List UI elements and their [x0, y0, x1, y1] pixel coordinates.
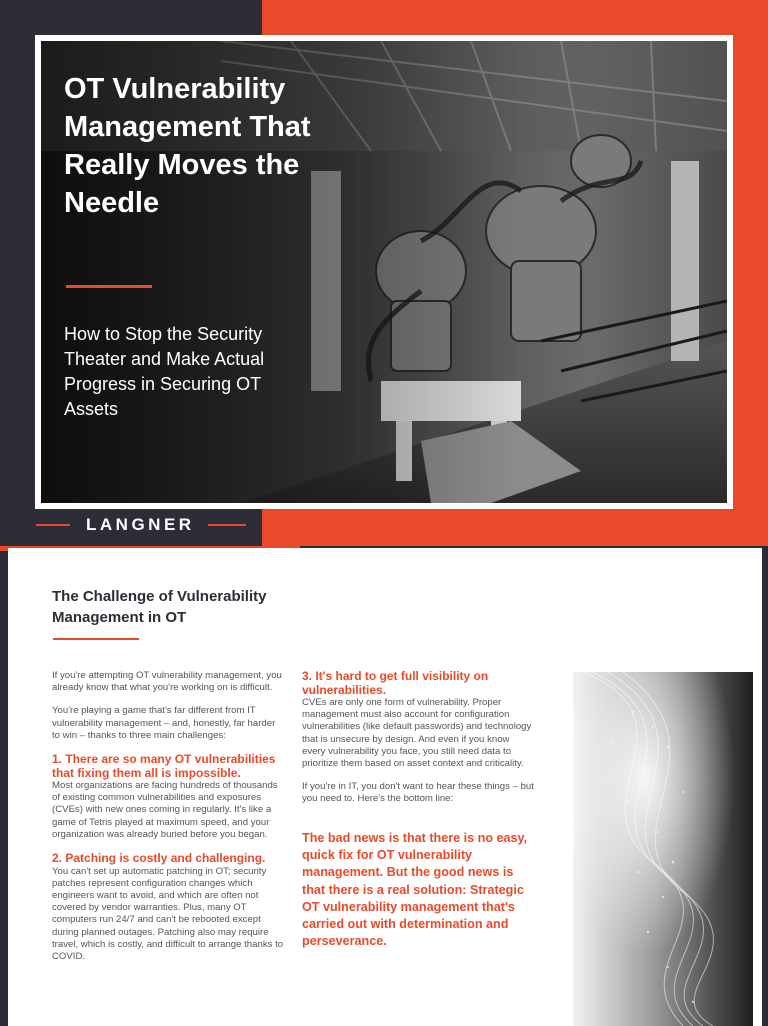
challenge-1-body: Most organizations are facing hundreds of thousands of existing common vulnerabilities and exposures (CVEs) with new ones coming in regularly. It's like a game of Tetris played at maximum speed, and your organization was already buried before you began.: [52, 780, 278, 840]
brand-line-right: [208, 524, 246, 526]
intro-paragraph-1: If you're attempting OT vulnerability management, you already know that what you're working on is difficult.: [52, 670, 282, 694]
digital-particle-wave-image: [573, 672, 753, 1026]
intro-paragraph-2: You're playing a game that's far different from IT vulnerability management – and, honestly, far harder to win – thanks to three main challenges:: [52, 705, 276, 741]
challenge-2-body: You can't set up automatic patching in OT; security patches represent configuration changes which engineers want to avoid, and which are often not covered by vendor warranties. Plus, many OT computers run 24/7 and can't be rebooted except during planned outages. Patching also may require travel, which is costly, and difficult to arrange thanks to COVID.: [52, 865, 284, 962]
column-left: [52, 670, 284, 974]
challenge-1-heading: 1. There are so many OT vulnerabilities that fixing them all is impossible.: [52, 752, 276, 780]
content-sheet: [8, 548, 762, 1026]
inner-page: [0, 546, 768, 1024]
title-divider: [66, 285, 152, 288]
brand-name: LANGNER: [86, 515, 195, 534]
column-right: [302, 670, 534, 951]
closing-paragraph: If you're in IT, you don't want to hear these things – but you need to. Here's the bottom line:: [302, 781, 534, 805]
brand-logo: [0, 512, 262, 542]
challenge-2-heading: 2. Patching is costly and challenging.: [52, 851, 266, 866]
cover-subtitle: How to Stop the Security Theater and Make Actual Progress in Securing OT Assets: [64, 324, 265, 419]
challenge-3-heading: 3. It's hard to get full visibility on vulnerabilities.: [302, 669, 489, 697]
callout-text: The bad news is that there is no easy, quick fix for OT vulnerability management. But the good news is that there is a real solution: Strategic OT vulnerability management that's carried out with determination and perseverance.: [302, 830, 528, 949]
brand-line-left: [36, 524, 70, 526]
cover-title: OT Vulnerability Management That Really Moves the Needle: [64, 73, 311, 219]
section-heading: The Challenge of Vulnerability Management in OT: [52, 588, 267, 626]
challenge-3-body: CVEs are only one form of vulnerability. Proper management must also account for configuration vulnerabilities (like default passwords) and technology that is unsecure by design. And even if you know every vulnerability you face, you still need data to prioritize them based on asset context and criticality.: [302, 697, 532, 770]
section-divider: [53, 638, 139, 640]
